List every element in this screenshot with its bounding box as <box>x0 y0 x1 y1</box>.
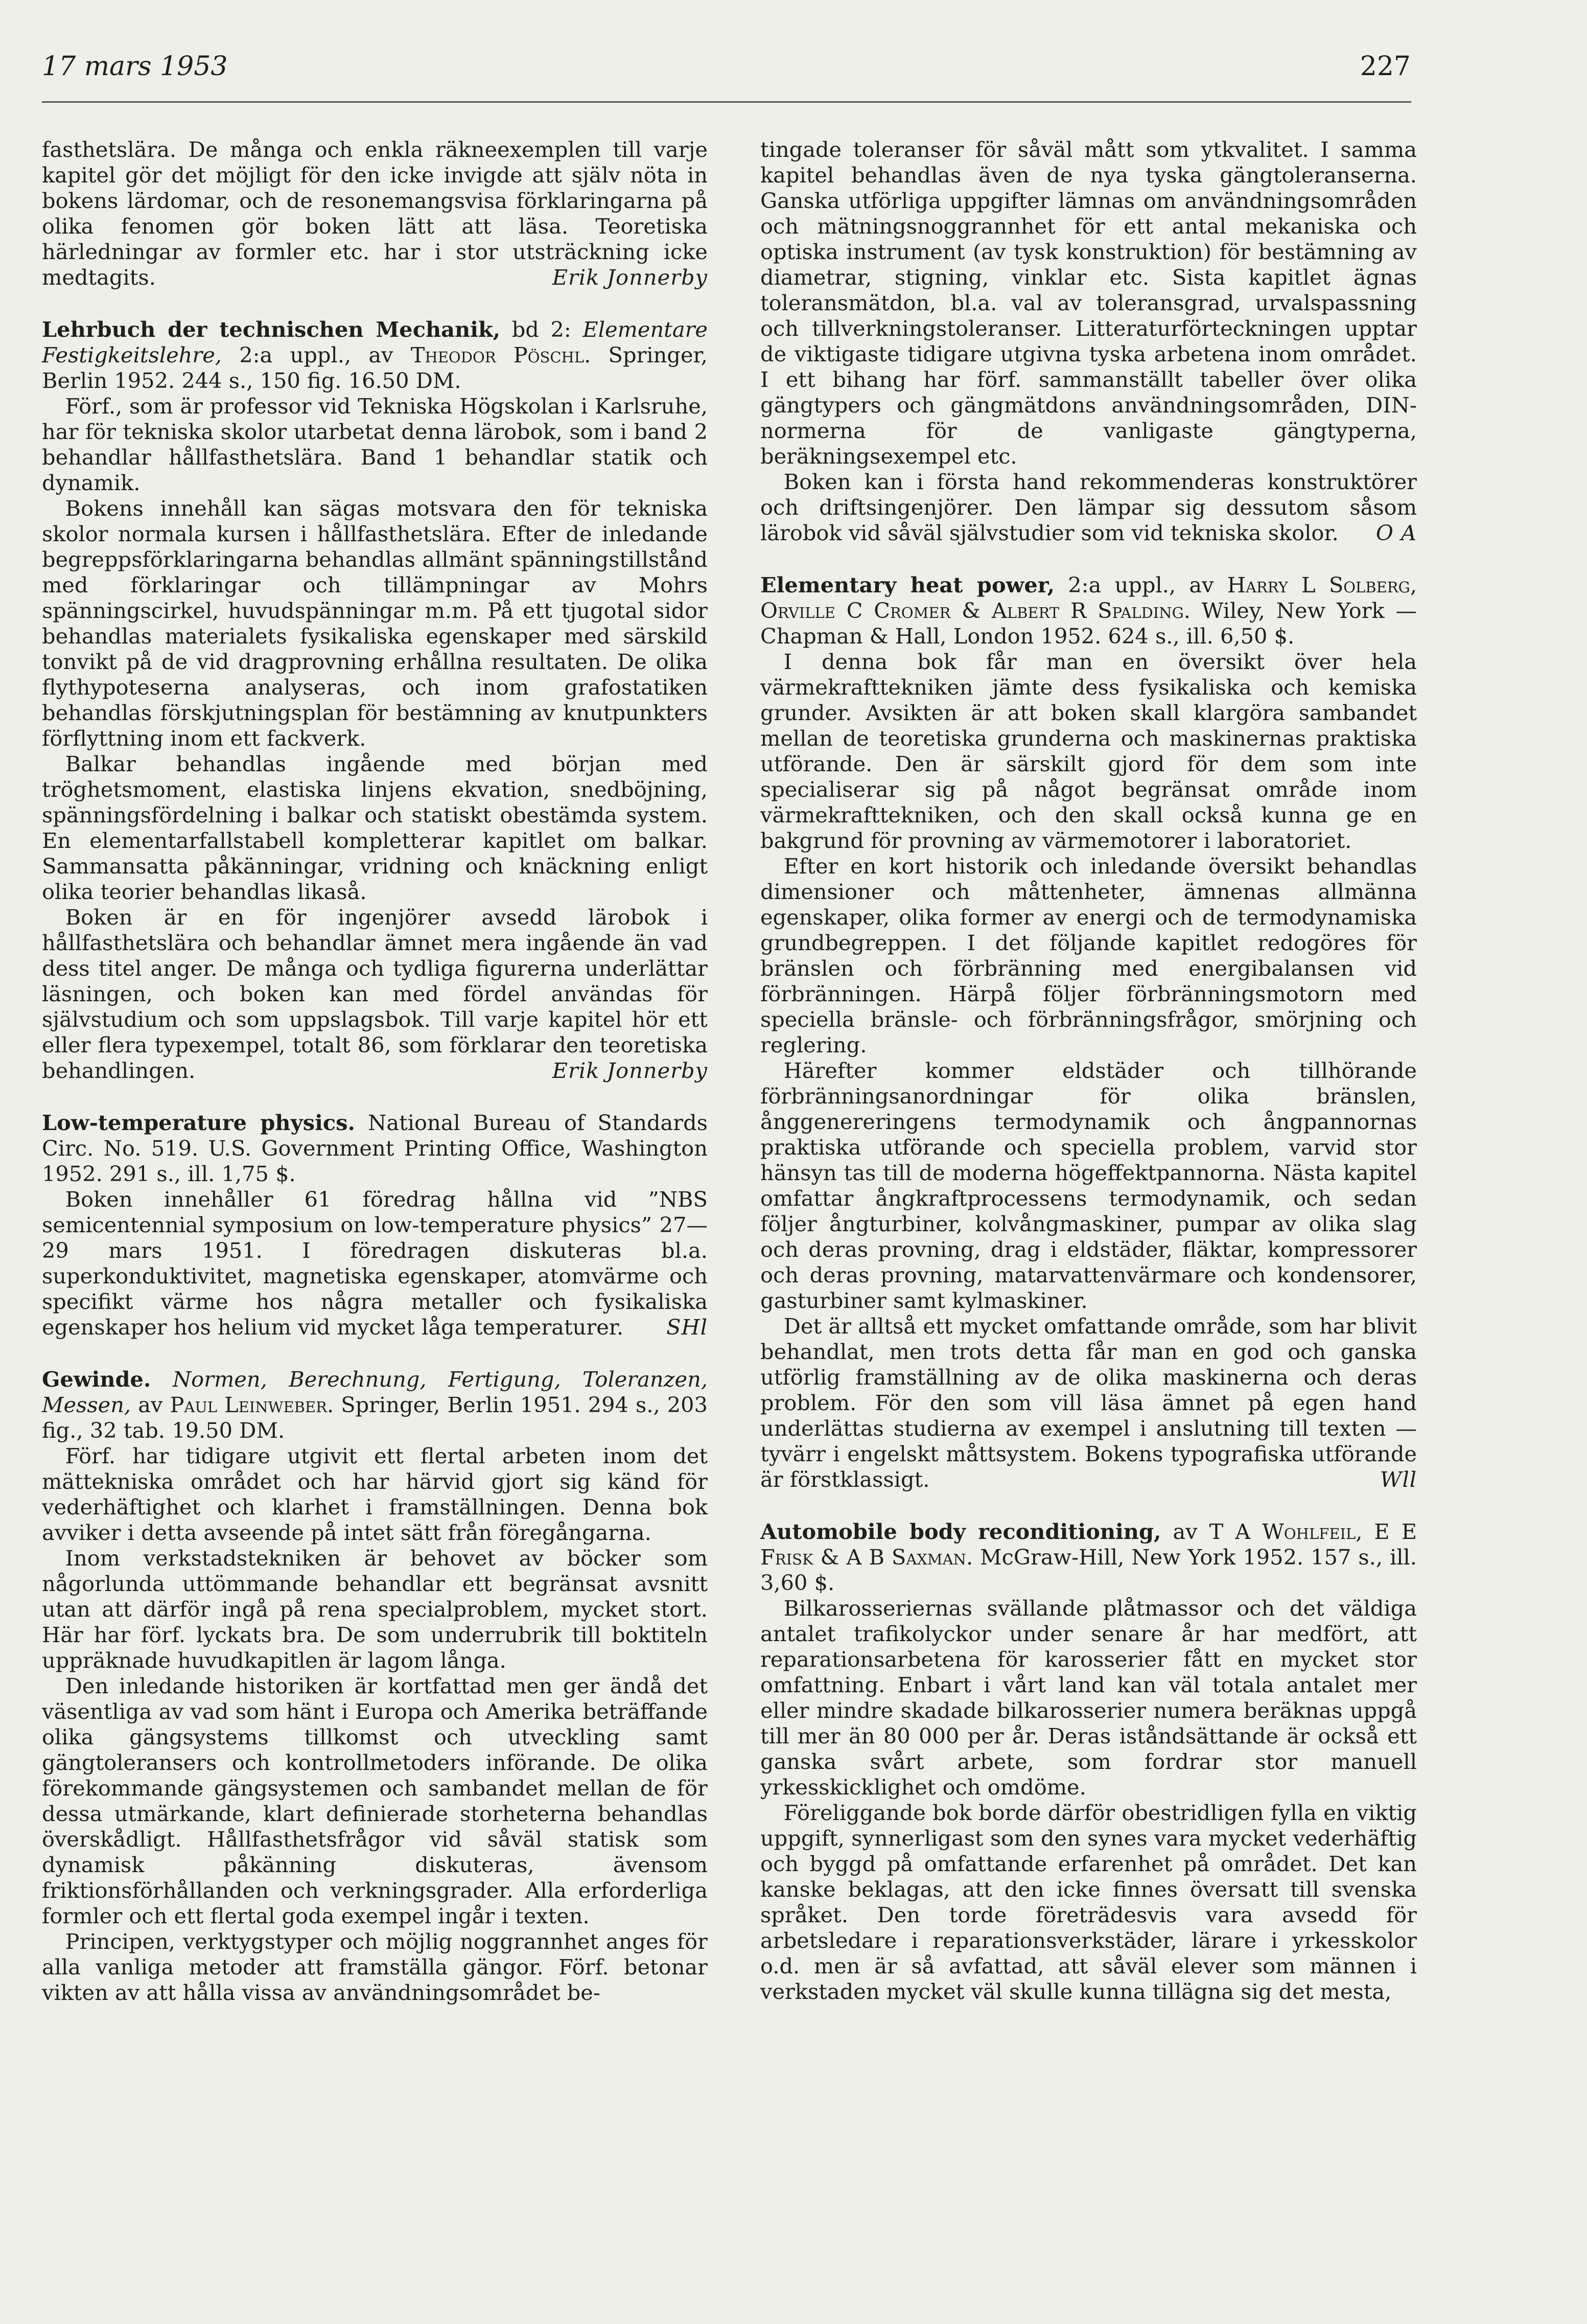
page-number: 227 <box>1360 51 1411 82</box>
citation: . Springer, Berlin 1951. 294 s., 203 fig., 32 tab. 19.50 DM. <box>42 1392 708 1443</box>
book-title: Elementary heat power, <box>760 572 1055 597</box>
citation: . Springer, Berlin 1952. 244 s., 150 fig. 16.50 DM. <box>42 342 708 393</box>
citation: National Bureau of Standards Circ. No. 519. U.S. Government Printing Office, Washington 1952. 291 s., ill. 1,75 $. <box>42 1110 708 1186</box>
author: Theodor Pöschl <box>410 342 585 367</box>
signature: O A <box>1375 520 1417 545</box>
paragraph: Föreliggande bok borde därför obestridligen fylla en viktig uppgift, synnerligast som den synes vara mycket vederhäftig och byggd på omfattande erfarenhet på området. Det kan kanske beklagas, att den icke finnes översatt till svenska språket. Den torde företrädesvis vara avsedd för arbetsledare i reparationsverkstäder, lärare i yrkesskolor o.d. men är så avfattad, att såväl elever som männen i verkstaden mycket väl skulle kunna tillägna sig det mesta, <box>760 1800 1417 2004</box>
citation-subtitle: Elementare Festigkeitslehre, <box>42 317 708 367</box>
paragraph-text: Boken är en för ingenjörer avsedd lärobok i hållfasthetslära och behandlar ämnet mera ingående än vad dess titel anger. De många och tydliga figurerna underlättar läsningen, och boken kan med fördel användas för självstudium och som uppslagsbok. Till varje kapitel hör ett eller flera typexempel, totalt 86, som förklarar den teoretiska behandlingen. <box>42 905 708 1083</box>
right-column <box>760 137 1417 2031</box>
review-lehrbuch <box>42 317 708 1084</box>
citation: 2:a uppl., av <box>1055 572 1227 597</box>
paragraph: Förf., som är professor vid Tekniska Högskolan i Karlsruhe, har för tekniska skolor utarbetat denna lärobok, som i band 2 behandlar hållfasthetslära. Band 1 behandlar statik och dynamik. <box>42 394 708 495</box>
paragraph: Härefter kommer eldstäder och tillhörande förbränningsanordningar för olika bränslen, ånggenereringens termodynamik och ångpannornas praktiska utförande och speciella problem, varvid stor hänsyn tas till de moderna högeffektpannorna. Nästa kapitel omfattar ångkraftprocessens termodynamik, och sedan följer ångturbiner, kolvångmaskiner, pumpar av olika slag och deras provning, drag i eldstäder, fläktar, kompressorer och deras provning, matarvattenvärmare och kondensorer, gasturbiner samt kylmaskiner. <box>760 1058 1417 1313</box>
signature: SHl <box>666 1315 708 1340</box>
paragraph: Den inledande historiken är kortfattad men ger ändå det väsentliga av vad som hänt i Europa och Amerika beträffande olika gängsystems tillkomst och utveckling samt gängtoleransers och kontrollmetoders införande. De olika förekommande gängsystemen och sambandet mellan de för dessa utmärkande, klart definierade storheterna behandlas överskådligt. Hållfasthetsfrågor vid såväl statisk som dynamisk påkänning diskuteras, ävensom friktionsförhållanden och verkningsgrader. Alla erforderliga formler och ett flertal goda exempel ingår i texten. <box>42 1673 708 1928</box>
signature: Erik Jonnerby <box>552 1058 708 1083</box>
citation: av <box>131 1392 170 1417</box>
paragraph: Inom verkstadstekniken är behovet av böcker som någorlunda uttömmande behandlar ett begränsat avsnitt utan att därför ingå på rena specialproblem, mycket stort. Här har förf. lyckats bra. De som underrubrik till boktiteln uppräknade huvudkapitlen är lagom långa. <box>42 1546 708 1673</box>
paragraph <box>42 137 708 290</box>
review-heading <box>42 317 708 394</box>
paragraph <box>760 1314 1417 1492</box>
citation: 2:a uppl., av <box>222 342 411 367</box>
citation: bd 2: <box>500 317 583 342</box>
header-rule <box>42 101 1411 103</box>
paragraph-text: Det är alltså ett mycket omfattande område, som har blivit behandlat, men trots detta får man en god och ganska utförlig framställning av de olika maskinerna och deras problem. För den som vill läsa ämnet på egen hand underlättas studierna av exempel i anslutning till texten — tyvärr i engelskt måttsystem. Bokens typografiska utförande är förstklassigt. <box>760 1314 1417 1492</box>
signature: Erik Jonnerby <box>552 265 708 290</box>
author: T A Wohlfeil, E E Frisk & A B Saxman <box>760 1519 1417 1570</box>
book-title: Low-temperature physics. <box>42 1110 355 1135</box>
review-low-temperature <box>42 1110 708 1340</box>
review-heading <box>760 1519 1417 1596</box>
citation: . Wiley, New York — Chapman & Hall, London 1952. 624 s., ill. 6,50 $. <box>760 598 1417 649</box>
book-title: Automobile body reconditioning, <box>760 1519 1161 1544</box>
citation-subtitle: Normen, Berechnung, Fertigung, Toleranzen, Messen, <box>42 1367 708 1417</box>
review-elementary-heat-power <box>760 572 1417 1492</box>
paragraph: Balkar behandlas ingående med början med tröghetsmoment, elastiska linjens ekvation, snedböjning, spänningsfördelning i balkar och statiskt obestämda system. En elementarfallstabell kompletterar kapitlet om balkar. Sammansatta påkänningar, vridning och knäckning enligt olika teorier behandlas likaså. <box>42 751 708 904</box>
continuation-review-gewinde <box>760 137 1417 546</box>
citation: . McGraw-Hill, New York 1952. 157 s., ill. 3,60 $. <box>760 1545 1417 1595</box>
signature: Wll <box>1380 1467 1417 1492</box>
paragraph: Bokens innehåll kan sägas motsvara den för tekniska skolor normala kursen i hållfasthetslära. Efter de inledande begreppsförklaringarna behandlas allmänt spänningstillstånd med förklaringar och tillämpningar av Mohrs spänningscirkel, huvudspänningar m.m. På ett tjugotal sidor behandlas materialets fysikaliska egenskaper med särskild tonvikt på de vid dragprovning erhållna resultaten. De olika flythypoteserna analyseras, och inom grafostatiken behandlas förskjutningsplan för bestämning av knutpunkters förflyttning inom ett fackverk. <box>42 496 708 751</box>
paragraph-text: Boken kan i första hand rekommenderas konstruktörer och driftsingenjörer. Den lämpar sig dessutom såsom lärobok vid såväl självstudier som vid tekniska skolor. <box>760 469 1417 545</box>
review-heading <box>42 1110 708 1187</box>
paragraph: Principen, verktygstyper och möjlig noggrannhet anges för alla vanliga metoder att framställa gängor. Förf. betonar vikten av att hålla vissa av användningsområdet be- <box>42 1929 708 2005</box>
paragraph: Bilkarosseriernas svällande plåtmassor och det väldiga antalet trafikolyckor under senare år har medfört, att reparationsarbetena för karosserier fått en mycket stor omfattning. Enbart i vårt land kan väl totala antalet mer eller mindre skadade bilkarosserier numera beräknas uppgå till mer än 80 000 per år. Deras iståndsättande är också ett ganska svårt arbete, som fordrar stor manuell yrkesskicklighet och omdöme. <box>760 1596 1417 1800</box>
review-automobile-body <box>760 1519 1417 2005</box>
paragraph: Efter en kort historik och inledande översikt behandlas dimensioner och måttenheter, ämnenas allmänna egenskaper, olika former av energi och de termodynamiska grundbegreppen. I det följande kapitlet redogöres för bränslen och förbränning med energibalansen vid förbränningen. Härpå följer förbränningsmotorn med speciella bränsle- och förbränningsfrågor, smörjning och reglering. <box>760 854 1417 1057</box>
paragraph: Förf. har tidigare utgivit ett flertal arbeten inom det mättekniska området och har härvid gjort sig känd för vederhäftighet och klarhet i framställningen. Denna bok avviker i detta avseende på intet sätt från föregångarna. <box>42 1443 708 1545</box>
citation: av <box>1161 1519 1209 1544</box>
review-heading <box>42 1367 708 1443</box>
left-column <box>42 137 708 2032</box>
book-title: Lehrbuch der technischen Mechanik, <box>42 317 501 342</box>
review-gewinde <box>42 1367 708 2006</box>
paragraph-text: fasthetslära. De många och enkla räkneexemplen till varje kapitel gör det möjligt för den icke invigde att själv nöta in bokens lärdomar, och de resonemangsvisa förklaringarna på olika fenomen gör boken lätt att läsa. Teoretiska härledningar av formler etc. har i stor utsträckning icke medtagits. <box>42 137 708 290</box>
review-heading <box>760 572 1417 649</box>
paragraph: I denna bok får man en översikt över hela värmekrafttekniken jämte dess fysikaliska och kemiska grunder. Avsikten är att boken skall klargöra sambandet mellan de teoretiska grunderna och maskinernas praktiska utförande. Den är särskilt gjord för dem som inte specialiserar sig på något begränsat område inom värmekrafttekniken, och den skall också kunna ge en bakgrund för provning av värmemotorer i laboratoriet. <box>760 649 1417 853</box>
paragraph <box>760 469 1417 546</box>
author: Paul Leinweber <box>170 1392 327 1417</box>
paragraph: tingade toleranser för såväl mått som ytkvalitet. I samma kapitel behandlas även de nya tyska gängtoleranserna. Ganska utförliga uppgifter lämnas om användningsområden och mätningsnoggrannhet för ett antal mekaniska och optiska instrument (av tysk konstruktion) för bestämning av diametrar, stigning, vinklar etc. Sista kapitlet ägnas toleransmätdon, bl.a. val av toleransgrad, urvalspassning och tillverkningstoleranser. Litteraturförteckningen upptar de viktigaste tidigare utgivna tyska arbetena inom området. I ett bihang har förf. sammanställt tabeller över olika gängtypers och gängmätdons användningsområden, DIN-normerna för de vanligaste gängtyperna, beräkningsexempel etc. <box>760 137 1417 469</box>
continuation-review <box>42 137 708 290</box>
paragraph <box>42 905 708 1084</box>
author: Harry L Solberg, Orville C Cromer & Albert R Spalding <box>760 572 1417 623</box>
header-date: 17 mars 1953 <box>42 51 228 82</box>
paragraph <box>42 1187 708 1340</box>
paragraph-text: Boken innehåller 61 föredrag hållna vid ”NBS semicentennial symposium on low-temperature physics” 27—29 mars 1951. I föredragen diskuteras bl.a. superkonduktivitet, magnetiska egenskaper, atomvärme och specifikt värme hos några metaller och fysikaliska egenskaper hos helium vid mycket låga temperaturer. <box>42 1187 708 1340</box>
book-title: Gewinde. <box>42 1367 151 1392</box>
